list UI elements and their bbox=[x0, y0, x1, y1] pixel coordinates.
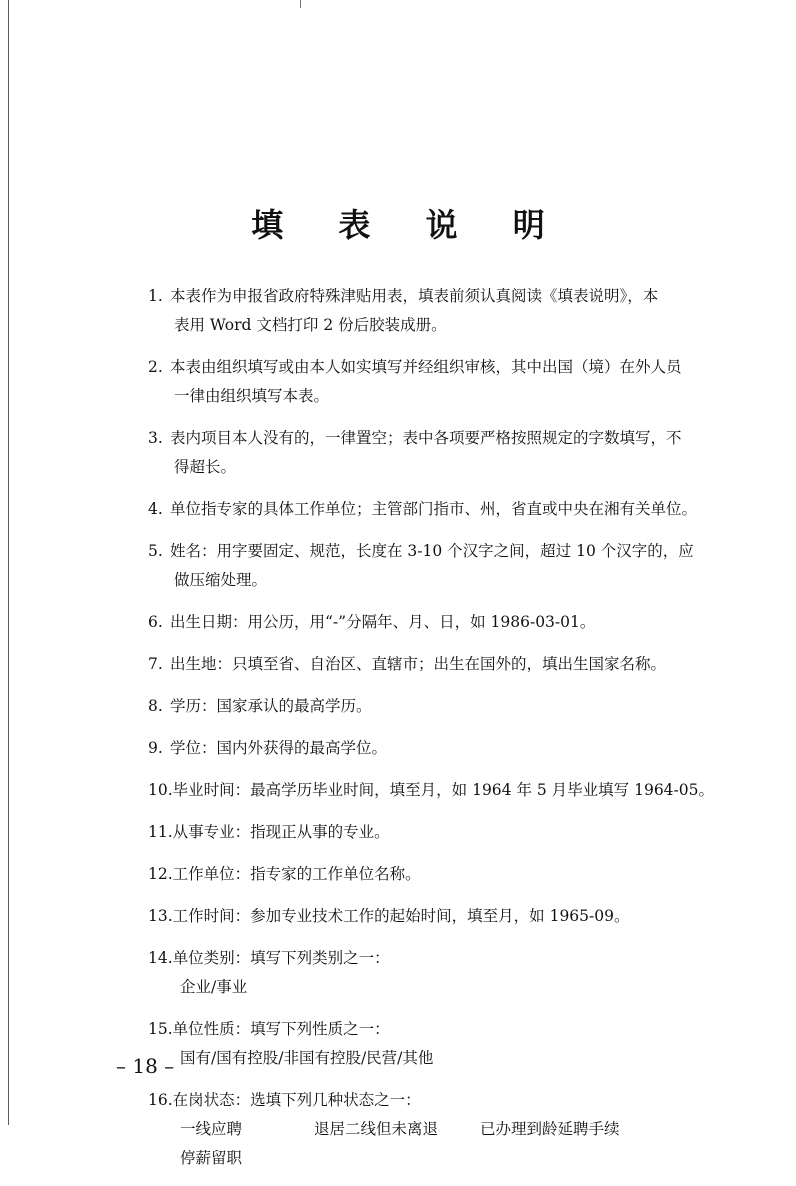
item-text: 单位类别：填写下列类别之一： bbox=[172, 949, 390, 967]
item-option: 退居二线但未离退 bbox=[314, 1120, 439, 1138]
item-text-continued: 表用 Word 文档打印 2 份后胶装成册。 bbox=[174, 316, 447, 334]
item-text: 出生日期：用公历，用“-”分隔年、月、日，如 1986-03-01。 bbox=[170, 613, 596, 631]
item-number: 13. bbox=[148, 907, 173, 925]
item-option: 停薪留职 bbox=[180, 1149, 243, 1167]
item-text-continued: 一律由组织填写本表。 bbox=[174, 387, 330, 405]
list-item bbox=[148, 495, 708, 524]
instructions-list bbox=[148, 282, 715, 1186]
item-number: 2. bbox=[148, 358, 163, 376]
list-item bbox=[148, 944, 708, 1002]
list-item bbox=[148, 424, 708, 482]
item-text: 工作时间：参加专业技术工作的起始时间，填至月，如 1965-09。 bbox=[172, 907, 630, 925]
item-text: 姓名：用字要固定、规范，长度在 3-10 个汉字之间，超过 10 个汉字的，应 bbox=[170, 542, 694, 560]
item-text: 毕业时间：最高学历毕业时间，填至月，如 1964 年 5 月毕业填写 1964-05。 bbox=[172, 781, 715, 799]
scan-edge-left bbox=[8, 0, 9, 1125]
item-option: 国有/国有控股/非国有控股/民营/其他 bbox=[180, 1049, 434, 1067]
list-item bbox=[148, 860, 708, 889]
item-number: 12. bbox=[148, 865, 173, 883]
item-text: 表内项目本人没有的，一律置空；表中各项要严格按照规定的字数填写，不 bbox=[170, 429, 682, 447]
list-item bbox=[148, 902, 708, 931]
list-item bbox=[148, 692, 708, 721]
item-text: 学历：国家承认的最高学历。 bbox=[170, 697, 372, 715]
item-text: 单位指专家的具体工作单位；主管部门指市、州，省直或中央在湘有关单位。 bbox=[170, 500, 698, 518]
item-text: 工作单位：指专家的工作单位名称。 bbox=[172, 865, 421, 883]
item-number: 9. bbox=[148, 739, 163, 757]
list-item bbox=[148, 608, 708, 637]
list-item bbox=[148, 537, 708, 595]
list-item bbox=[148, 1015, 708, 1073]
item-text-continued: 做压缩处理。 bbox=[174, 571, 268, 589]
list-item bbox=[148, 1086, 708, 1173]
item-number: 5. bbox=[148, 542, 163, 560]
item-text: 单位性质：填写下列性质之一： bbox=[172, 1020, 390, 1038]
item-number: 6. bbox=[148, 613, 163, 631]
page-number: – 18 – bbox=[116, 1054, 175, 1078]
item-text: 本表由组织填写或由本人如实填写并经组织审核，其中出国（境）在外人员 bbox=[170, 358, 682, 376]
list-item bbox=[148, 282, 708, 340]
scan-edge-top bbox=[300, 0, 301, 8]
item-option: 企业/事业 bbox=[180, 978, 248, 996]
item-text: 从事专业：指现正从事的专业。 bbox=[172, 823, 390, 841]
item-text: 本表作为申报省政府特殊津贴用表，填表前须认真阅读《填表说明》，本 bbox=[170, 287, 659, 305]
item-number: 16. bbox=[148, 1091, 173, 1109]
page-title: 填 表 说 明 bbox=[251, 206, 567, 244]
list-item bbox=[148, 353, 708, 411]
item-number: 8. bbox=[148, 697, 163, 715]
item-text-continued: 得超长。 bbox=[174, 458, 237, 476]
item-number: 1. bbox=[148, 287, 163, 305]
item-options-row bbox=[148, 1115, 708, 1144]
item-number: 11. bbox=[148, 823, 173, 841]
list-item bbox=[148, 776, 715, 805]
list-item bbox=[148, 650, 708, 679]
item-option: 一线应聘 bbox=[180, 1120, 243, 1138]
item-text: 在岗状态：选填下列几种状态之一： bbox=[172, 1091, 421, 1109]
item-text: 出生地：只填至省、自治区、直辖市；出生在国外的，填出生国家名称。 bbox=[170, 655, 667, 673]
list-item bbox=[148, 734, 708, 763]
item-number: 7. bbox=[148, 655, 163, 673]
item-option: 已办理到龄延聘手续 bbox=[480, 1120, 620, 1138]
item-number: 3. bbox=[148, 429, 163, 447]
item-text: 学位：国内外获得的最高学位。 bbox=[170, 739, 388, 757]
list-item bbox=[148, 818, 708, 847]
item-number: 10. bbox=[148, 781, 173, 799]
item-number: 4. bbox=[148, 500, 163, 518]
item-number: 14. bbox=[148, 949, 173, 967]
item-number: 15. bbox=[148, 1020, 173, 1038]
